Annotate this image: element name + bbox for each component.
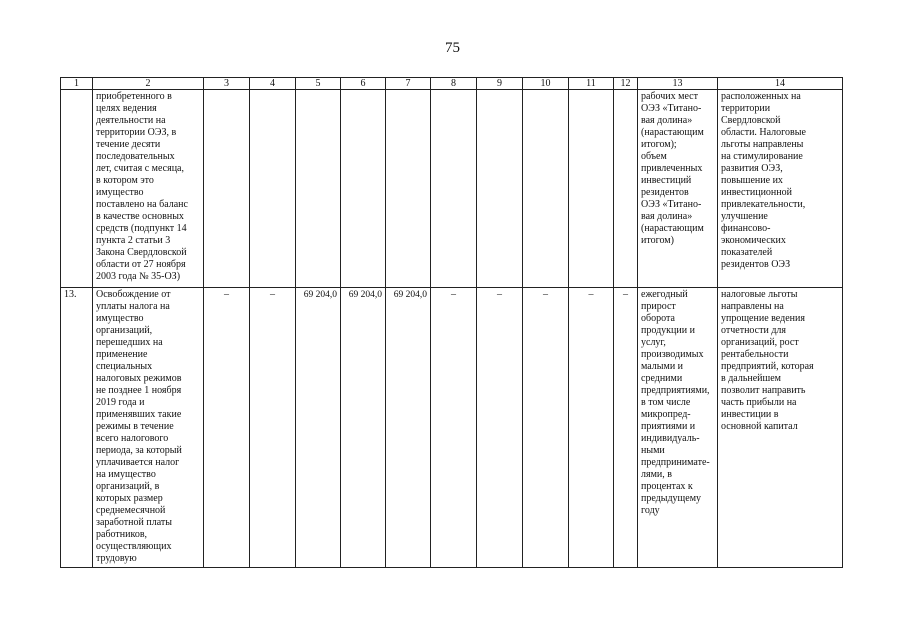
table-row xyxy=(61,90,843,288)
row-indicator: ежегодный прирост оборота продукции и услуг, производимых малыми и средними предприятиями, в том числе микропред- приятиями и индивидуаль- ными предпринимате- лями, в процентах к предыдущему году xyxy=(638,288,718,568)
value-cell: – xyxy=(431,288,477,568)
column-header: 14 xyxy=(718,78,843,90)
column-header: 3 xyxy=(204,78,250,90)
column-header: 4 xyxy=(250,78,296,90)
value-cell: 69 204,0 xyxy=(296,288,341,568)
row-indicator: рабочих мест ОЭЗ «Титано- вая долина» (нарастающим итогом); объем привлеченных инвестиций резидентов ОЭЗ «Титано- вая долина» (нарастающим итогом) xyxy=(638,90,718,288)
column-header: 11 xyxy=(569,78,614,90)
row-number xyxy=(61,90,93,288)
row-description: приобретенного в целях ведения деятельности на территории ОЭЗ, в течение десяти последовательных лет, считая с месяца, в котором это имущество поставлено на баланс в качестве основных средств (подпункт 14 пункта 2 статьи 3 Закона Свердловской области от 27 ноября 2003 года № 35-ОЗ) xyxy=(93,90,204,288)
value-cell: – xyxy=(250,288,296,568)
value-cell xyxy=(204,90,250,288)
value-cell: – xyxy=(204,288,250,568)
row-goal: расположенных на территории Свердловской области. Налоговые льготы направлены на стимулирование развития ОЭЗ, повышение их инвестиционной привлекательности, улучшение финансово- экономических показателей резидентов ОЭЗ xyxy=(718,90,843,288)
value-cell xyxy=(477,90,523,288)
document-table xyxy=(60,77,843,568)
value-cell: – xyxy=(523,288,569,568)
value-cell: – xyxy=(477,288,523,568)
value-cell xyxy=(386,90,431,288)
column-header: 2 xyxy=(93,78,204,90)
page-number: 75 xyxy=(445,40,460,56)
column-header: 1 xyxy=(61,78,93,90)
column-header: 6 xyxy=(341,78,386,90)
column-header: 8 xyxy=(431,78,477,90)
value-cell xyxy=(341,90,386,288)
row-goal: налоговые льготы направлены на упрощение ведения отчетности для организаций, рост рентабельности предприятий, которая в дальнейшем позволит направить часть прибыли на инвестиции в основной капитал xyxy=(718,288,843,568)
row-description: Освобождение от уплаты налога на имущество организаций, перешедших на применение специальных налоговых режимов не позднее 1 ноября 2019 года и применявших такие режимы в течение всего налогового периода, за который уплачивается налог на имущество организаций, в которых размер среднемесячной заработной платы работников, осуществляющих трудовую xyxy=(93,288,204,568)
value-cell: 69 204,0 xyxy=(341,288,386,568)
column-header: 10 xyxy=(523,78,569,90)
value-cell: 69 204,0 xyxy=(386,288,431,568)
column-header: 7 xyxy=(386,78,431,90)
column-header: 12 xyxy=(614,78,638,90)
value-cell xyxy=(569,90,614,288)
value-cell xyxy=(431,90,477,288)
value-cell: – xyxy=(569,288,614,568)
value-cell xyxy=(523,90,569,288)
column-header: 9 xyxy=(477,78,523,90)
table-row xyxy=(61,288,843,568)
value-cell: – xyxy=(614,288,638,568)
table-header-row xyxy=(61,78,843,90)
row-number: 13. xyxy=(61,288,93,568)
column-header: 13 xyxy=(638,78,718,90)
value-cell xyxy=(296,90,341,288)
value-cell xyxy=(614,90,638,288)
column-header: 5 xyxy=(296,78,341,90)
value-cell xyxy=(250,90,296,288)
